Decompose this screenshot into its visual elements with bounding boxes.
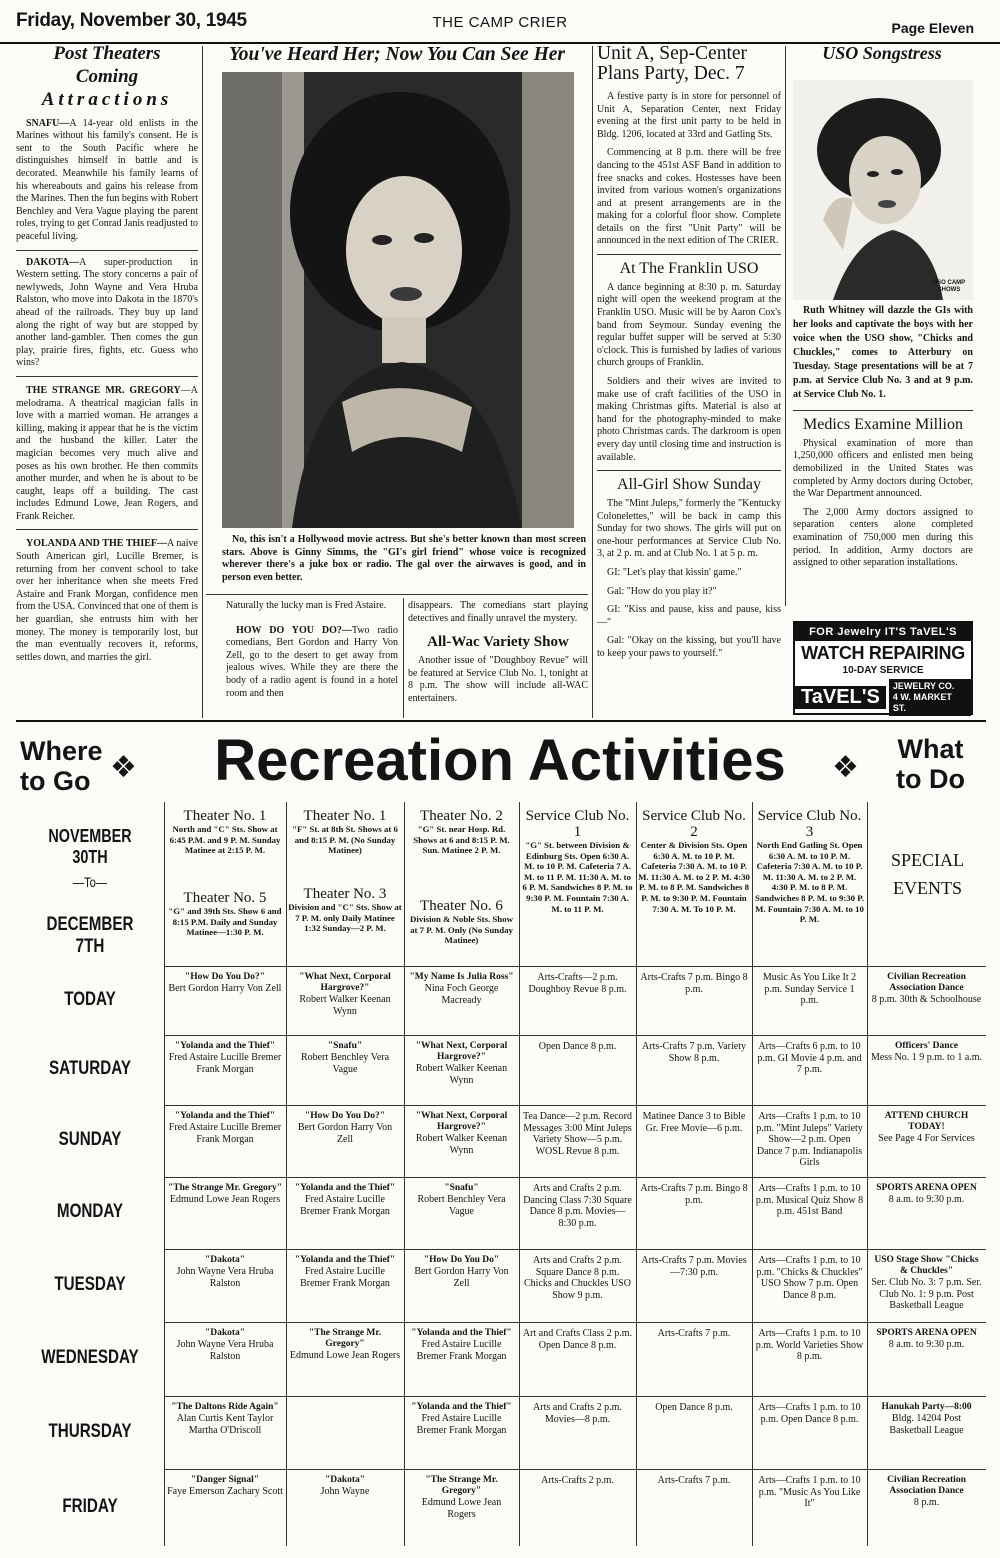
schedule-cell <box>167 972 283 1031</box>
schedule-cell <box>167 1402 283 1465</box>
day-label-wednesday: WEDNESDAY <box>41 1347 139 1368</box>
schedule-cell <box>289 972 401 1031</box>
event-details: Arts—Crafts 1 p.m. to 10 p.m. "Mint Juleps" Variety Show—2 p.m. Open Dance 7 p.m. Indianapolis Girls <box>756 1111 863 1168</box>
event-title: "How Do You Do?" <box>304 1111 386 1121</box>
day-label-tuesday: TUESDAY <box>54 1273 126 1295</box>
schedule-cell <box>755 1475 864 1542</box>
event-details: Arts-Crafts 7 p.m. Variety Show 8 p.m. <box>642 1041 746 1064</box>
ad-service: 10-DAY SERVICE <box>842 665 924 676</box>
event-title: "The Strange Mr. Gregory" <box>168 1183 282 1193</box>
event-details: Fred Astaire Lucille Bremer Frank Morgan <box>168 1052 282 1075</box>
schedule-cell <box>167 1328 283 1392</box>
event-title: "Dakota" <box>204 1328 246 1338</box>
hdyd-continued: disappears. The comedians start playing detectives and finally unravel the mystery. All-Wac Variety Show Another issue of "Doughboy Revue" will be featured at Service Club No. 1, tonight at 8 p.m. The show will include all-WAC entertainers. <box>408 600 588 704</box>
schedule-cell <box>289 1328 401 1392</box>
schedule-cell <box>289 1041 401 1101</box>
schedule-cell <box>289 1111 401 1173</box>
schedule-cell <box>522 1402 633 1465</box>
schedule-cell <box>522 1475 633 1542</box>
event-details: 8 p.m. 30th & Schoolhouse <box>871 994 982 1005</box>
event-title: "Yolanda and the Thief" <box>174 1041 276 1051</box>
event-title: "The Daltons Ride Again" <box>171 1402 279 1412</box>
schedule-cell <box>167 1041 283 1101</box>
event-details: Robert Walker Keenan Wynn <box>299 994 391 1017</box>
event-title: Civilian Recreation Association Dance <box>887 972 966 993</box>
day-label-thursday: THURSDAY <box>48 1420 132 1442</box>
schedule-cell <box>755 1328 864 1392</box>
event-details: Mess No. 1 9 p.m. to 1 a.m. <box>870 1052 983 1063</box>
column-rule <box>403 598 404 718</box>
coming-title: Coming <box>75 65 139 87</box>
day-label-monday: MONDAY <box>56 1201 124 1222</box>
event-details: 8 a.m. to 9:30 p.m. <box>888 1339 965 1350</box>
schedule-cell <box>522 1041 633 1101</box>
event-details: Bert Gordon Harry Von Zell <box>297 1122 393 1145</box>
schedule-cell <box>639 1475 749 1542</box>
event-details: Bert Gordon Harry Von Zell <box>414 1266 509 1289</box>
event-details: Robert Benchley Vera Vague <box>300 1052 390 1075</box>
event-details: Open Dance 8 p.m. <box>538 1041 617 1052</box>
ruth-whitney-photo <box>793 80 973 300</box>
recreation-schedule <box>16 802 986 1546</box>
review-dakota: DAKOTA—A super-production in Western setting. The story concerns a pair of newlyweds, John Wayne and Vera Hruba Ralston, who move into Dakota in the 1870's ahead of the railroads. They buy up land along the right of way but are stopped by another land-gambler. Then comes the gun play, prairie fires, fights, etc. Guess who wins? <box>16 256 198 369</box>
event-title: SPORTS ARENA OPEN <box>876 1328 977 1338</box>
event-details: Faye Emerson Zachary Scott <box>167 1486 283 1497</box>
event-title: USO Stage Show "Chicks & Chuckles" <box>874 1255 979 1276</box>
portrait-photo-icon <box>222 72 574 528</box>
schedule-cell <box>407 1402 516 1465</box>
event-details: Arts-Crafts 7 p.m. Bingo 8 p.m. <box>640 1183 748 1206</box>
schedule-cell <box>407 1111 516 1173</box>
event-details: Fred Astaire Lucille Bremer Frank Morgan <box>416 1339 507 1362</box>
event-details: Arts—Crafts 1 p.m. to 10 p.m. Open Dance 8 p.m. <box>758 1402 861 1425</box>
photo-credit: USO CAMP SHOWS <box>932 280 966 293</box>
venue-service-club-2: Service Club No. 2 Center & Division Sts. Open 6:30 A. M. to 10 P. M. Cafeteria 7:30 A. M. to 10 P. M. 11:30 A. M. to 2 P. M. 4:30 P. M. to 8 P. M. Sandwiches 8 P. M. to 9:30 P. M. Fountain 7:30 A. M. To 10 P. M. <box>638 808 750 914</box>
schedule-cell <box>639 1183 749 1245</box>
event-details: John Wayne Vera Hruba Ralston <box>176 1266 274 1289</box>
special-events-header: SPECIAL EVENTS <box>890 850 964 898</box>
schedule-cell <box>522 1183 633 1245</box>
event-details: Arts—Crafts 1 p.m. to 10 p.m. "Chicks & Chuckles" USO Show 7 p.m. Open Dance 8 p.m. <box>756 1255 863 1301</box>
event-details: Edmund Lowe Jean Rogers <box>289 1350 401 1361</box>
club-ornament-icon: ❖ <box>832 750 859 785</box>
ginny-simms-photo <box>222 72 574 528</box>
event-title: "Yolanda and the Thief" <box>294 1183 396 1193</box>
event-title: Officers' Dance <box>894 1041 959 1051</box>
event-details: Fred Astaire Lucille Bremer Frank Morgan <box>300 1266 390 1289</box>
event-details: Fred Astaire Lucille Bremer Frank Morgan <box>168 1122 282 1145</box>
event-title: ATTEND CHURCH TODAY! <box>884 1111 969 1132</box>
portrait-photo-icon <box>793 80 973 300</box>
venue-theater-2: Theater No. 2 "G" St. near Hosp. Rd. Shows at 6 and 8:15 P. M. Sun. Matinee 2 P. M. <box>413 808 510 856</box>
schedule-cell <box>870 1041 983 1101</box>
date-range-end: DECEMBER 7TH <box>46 914 134 957</box>
event-details: Matinee Dance 3 to Bible Gr. Free Movie—6 p.m. <box>642 1111 746 1134</box>
day-label-saturday: SATURDAY <box>49 1058 131 1079</box>
event-details: Art and Crafts Class 2 p.m. Open Dance 8 p.m. <box>522 1328 633 1351</box>
event-details: Alan Curtis Kent Taylor Martha O'Driscoll <box>176 1413 274 1436</box>
schedule-cell <box>522 972 633 1031</box>
event-title: Hanukah Party—8:00 <box>881 1402 972 1412</box>
event-details: 8 a.m. to 9:30 p.m. <box>888 1194 965 1205</box>
venue-theater-1-north: Theater No. 1 North and "C" Sts. Show at 6:45 P.M. and 9 P. M. Sunday Matinee at 2:15 P. M. <box>169 808 281 856</box>
venue-theater-5: Theater No. 5 "G" and 39th Sts. Show 6 and 8:15 P.M. Daily and Sunday Matinee—1:30 P. M. <box>168 890 282 938</box>
day-label-sunday: SUNDAY <box>58 1129 122 1150</box>
event-details: Arts-Crafts 7 p.m. Bingo 8 p.m. <box>640 972 748 995</box>
event-details: Nina Foch George Macready <box>424 983 499 1006</box>
schedule-cell <box>289 1402 401 1465</box>
event-title: "Dakota" <box>324 1475 366 1485</box>
event-details: Robert Benchley Vera Vague <box>417 1194 506 1217</box>
schedule-cell <box>870 972 983 1031</box>
event-title: "Yolanda and the Thief" <box>411 1402 512 1412</box>
schedule-cell <box>407 1475 516 1542</box>
event-details: Arts-Crafts 7 p.m. <box>657 1475 731 1486</box>
event-title: "How Do You Do" <box>423 1255 500 1265</box>
issue-date: Friday, November 30, 1945 <box>16 10 247 31</box>
schedule-cell <box>870 1402 983 1465</box>
event-title: Civilian Recreation Association Dance <box>887 1475 966 1496</box>
event-details: Tea Dance—2 p.m. Record Messages 3:00 Mint Juleps Variety Show—5 p.m. WOSL Revue 8 p.m. <box>523 1111 632 1157</box>
event-details: Bert Gordon Harry Von Zell <box>168 983 282 994</box>
schedule-cell <box>407 1255 516 1318</box>
event-details: Open Dance 8 p.m. <box>655 1402 733 1413</box>
schedule-cell <box>755 1111 864 1173</box>
attractions-title: Attractions <box>41 88 173 110</box>
schedule-cell <box>755 1183 864 1245</box>
schedule-cell <box>167 1255 283 1318</box>
date-range-start: NOVEMBER 30TH <box>48 826 132 867</box>
review-yolanda: YOLANDA AND THE THIEF—A naive South American girl, Lucille Bremer, is returning from her convent school to take over her inheritance when she meets Fred Astaire and Frank Morgan, confidence men from the USA. Convinced that one of them is her guardian, she entrusts him with her money. The money is temporarily lost, but the man eventually recovers it, reforms, settles down, and marries the girl. <box>16 538 198 663</box>
schedule-cell <box>407 1183 516 1245</box>
event-details: John Wayne <box>320 1486 370 1497</box>
hdyd-review: Naturally the lucky man is Fred Astaire. HOW DO YOU DO?—Two radio comedians, Bert Gordon and Harry Von Zell, go to the desert to get away from jealous wives. While they are there the body of a radio agent is found in a hotel room and then <box>226 600 398 699</box>
all-wac-text: Another issue of "Doughboy Revue" will be featured at Service Club No. 1, tonight at 8 p.m. The show will include all-WAC entertainers. <box>408 654 588 704</box>
ad-address: JEWELRY CO. 4 W. MARKET ST. <box>889 679 971 716</box>
paper-name: THE CAMP CRIER <box>432 14 568 31</box>
date-range-to: —To— <box>72 874 108 890</box>
schedule-cell <box>755 1255 864 1318</box>
event-details: Edmund Lowe Jean Rogers <box>421 1497 502 1520</box>
franklin-uso-title: At The Franklin USO <box>619 260 759 278</box>
where-to-go: Where to Go <box>20 736 103 796</box>
event-details: Ser. Club No. 3: 7 p.m. Ser. Club No. 1: 9 p.m. Post Basketball League <box>871 1277 982 1311</box>
schedule-cell <box>167 1475 283 1542</box>
schedule-cell <box>870 1475 983 1542</box>
event-title: "What Next, Corporal Hargrove?" <box>299 972 391 993</box>
event-details: Arts—Crafts 6 p.m. to 10 p.m. GI Movie 4 p.m. and 7 p.m. <box>757 1041 862 1075</box>
ad-tagline: FOR Jewelry IT'S TaVEL'S <box>795 623 971 641</box>
day-label-today: TODAY <box>64 988 116 1010</box>
event-details: Arts—Crafts 1 p.m. to 10 p.m. "Music As You Like It" <box>758 1475 861 1509</box>
recreation-title: Recreation Activities <box>214 728 786 793</box>
schedule-cell <box>870 1111 983 1173</box>
event-title: "What Next, Corporal Hargrove?" <box>415 1041 508 1062</box>
event-details: Music As You Like It 2 p.m. Sunday Service 1 p.m. <box>762 972 857 1006</box>
event-title: "Yolanda and the Thief" <box>294 1255 396 1265</box>
schedule-cell <box>522 1328 633 1392</box>
schedule-cell <box>407 972 516 1031</box>
schedule-cell <box>522 1255 633 1318</box>
column-rule <box>202 46 203 718</box>
section-rule <box>206 594 588 595</box>
uso-text: Ruth Whitney will dazzle the GIs with her looks and captivate the boys with her voice when the USO show, "Chicks and Chuckles," comes to Atterbury on Tuesday. Stage presentations will be at 7 p.m. at Service Club No. 3 and at 9 p.m. at Service Club No. 1. Medics Examine Million Physical examination of more than 1,250,000 officers and enlisted men being demobilized in the United States was completed by Army doctors during October, the War Department announced. The 2,000 Army doctors assigned to separation centers alone completed examination of 750,000 men during this period. In addition, Army doctors are assigned to other separation installations. <box>793 305 973 569</box>
post-theaters-column <box>16 44 198 720</box>
schedule-cell <box>289 1255 401 1318</box>
event-details: Bldg. 14204 Post Basketball League <box>889 1413 964 1436</box>
event-details: Arts-Crafts 7 p.m. <box>657 1328 731 1339</box>
page-number: Page Eleven <box>891 20 974 36</box>
event-title: SPORTS ARENA OPEN <box>876 1183 977 1193</box>
all-wac-title: All-Wac Variety Show <box>427 634 569 651</box>
schedule-cell <box>639 1328 749 1392</box>
event-title: "The Strange Mr. Gregory" <box>425 1475 498 1496</box>
schedule-cell <box>870 1328 983 1392</box>
event-details: 8 p.m. <box>913 1497 940 1508</box>
schedule-cell <box>755 972 864 1031</box>
event-title: "Danger Signal" <box>190 1475 260 1485</box>
schedule-cell <box>870 1183 983 1245</box>
schedule-cell <box>639 1041 749 1101</box>
photo-story-title: You've Heard Her; Now You Can See Her <box>228 44 565 65</box>
venue-theater-3: Theater No. 3 Division and "C" Sts. Show at 7 P. M. only Daily Matinee 1:32 Sunday—2 P. M. <box>288 886 402 934</box>
review-snafu: SNAFU—A 14-year old enlists in the Marines without his family's consent. He is sent to the South Pacific where he distinguishes himself in battle and is decorated. Meanwhile his family learns of his whereabouts and gains his release from the Marines. Then the fun begins with Robert Benchley and Vera Vague playing the parent roles, trying to get Conrad Janis readjusted to peaceful living. <box>16 117 198 243</box>
event-details: Arts-Crafts 2 p.m. <box>541 1475 614 1486</box>
schedule-cell <box>639 1402 749 1465</box>
section-rule <box>16 720 986 722</box>
event-details: Arts-Crafts 7 p.m. Movies—7:30 p.m. <box>641 1255 747 1278</box>
event-details: Robert Walker Keenan Wynn <box>415 1133 508 1156</box>
club-ornament-icon: ❖ <box>110 750 137 785</box>
unit-a-column: Unit A, Sep-Center Plans Party, Dec. 7 A festive party is in store for personnel of Unit A, Separation Center, next Friday evening at the first unit party to be held in Bldg. 1206, located at 33rd and Gatling Sts. Commencing at 8 p.m. there will be free dancing to the 451st ASF Band in addition to free snacks and cokes. Hostesses have been invited from various women's organizations and at present arrangements are in the making for a colorful floor show. Complete details on the first "Unit Party" will be announced in the next edition of The CRIER. At The Franklin USO A dance beginning at 8:30 p. m. Saturday night will open the weekend program at the Franklin USO. Music will be by Aaron Cox's band from Seymour. Sunday evening the regular buffet supper will be served at 5:30 o'clock. This is furnished by ladies of various church groups of Franklin. Soldiers and their wives are invited to make use of craft facilities of the USO in making Christmas gifts. Material is also at hand for the photography-minded to make photo Christmas cards. The darkroom is open every day until closing time and instruction is available. All-Girl Show Sunday The "Mint Juleps," formerly the "Kentucky Colonelettes," will be back in camp this Sunday for two shows. The girls will put on one-hour performances at Service Club No. 3, at 2 p. m. and at Club No. 1 at 5 p. m. GI: "Let's play that kissin' game." Gal: "How do you play it?" GI: "Kiss and pause, kiss and pause, kiss—" Gal: "Okay on the kissing, but you'll have to keep your paws to yourself." <box>597 44 781 659</box>
unit-a-title: Unit A, Sep-Center Plans Party, Dec. 7 <box>597 44 748 85</box>
venue-theater-6: Theater No. 6 Division & Noble Sts. Show at 7 P. M. Only (No Sunday Matinee) <box>410 898 513 946</box>
column-rule <box>592 46 593 718</box>
all-girl-show-title: All-Girl Show Sunday <box>617 476 761 494</box>
event-details: Arts and Crafts 2 p.m. Movies—8 p.m. <box>533 1402 622 1425</box>
photo-caption: No, this isn't a Hollywood movie actress. But she's better known than most screen stars. Above is Ginny Simms, the "GI's girl friend" whose voice is recognized wherever there's a juke box or radio. The gal over the airwaves is good, and in person even better. <box>222 534 586 583</box>
schedule-cell <box>522 1111 633 1173</box>
event-title: "Yolanda and the Thief" <box>411 1328 512 1338</box>
event-details: Arts—Crafts 1 p.m. to 10 p.m. World Varieties Show 8 p.m. <box>755 1328 864 1362</box>
schedule-cell <box>639 972 749 1031</box>
event-title: "Snafu" <box>327 1041 363 1051</box>
tavels-advertisement <box>793 621 973 715</box>
post-theaters-title: Post Theaters <box>53 44 161 64</box>
event-title: "My Name Is Julia Ross" <box>409 972 514 982</box>
schedule-cell <box>289 1475 401 1542</box>
review-strange-mr-gregory: THE STRANGE MR. GREGORY—A melodrama. A theatrical magician falls in love with a married woman. He arranges a killing, making it appear that he is the victim and the husband the killer. Later the magician becomes very much alive and poses as his own brother. He then commits another murder, and when he is about to be caught, leaps off a building. The cast includes Edmund Lowe, Jean Rogers, and Frank Reicher. <box>16 384 198 522</box>
event-title: "Snafu" <box>444 1183 479 1193</box>
event-details: See Page 4 For Services <box>878 1133 975 1144</box>
event-details: Fred Astaire Lucille Bremer Frank Morgan <box>300 1194 390 1217</box>
schedule-cell <box>407 1041 516 1101</box>
schedule-cell <box>870 1255 983 1318</box>
event-details: Arts and Crafts 2 p.m. Dancing Class 7:30 Square Dance 8 p.m. Movies—8:30 p.m. <box>523 1183 632 1229</box>
venue-service-club-3: Service Club No. 3 North End Gatling St. Open 6:30 A. M. to 10 P. M. Cafeteria 7:30 A. M. to 10 P. M. 11:30 A. M. to 2 P. M. 4:30 P. M. to 8 P. M. Sandwiches 8 P. M. to 9:30 P. M. Fountain 7:30 A. M. to 10 P. M. <box>754 808 865 925</box>
schedule-cell <box>167 1111 283 1173</box>
schedule-cell <box>289 1183 401 1245</box>
day-label-friday: FRIDAY <box>62 1495 118 1517</box>
tavels-logo: TaVEL'S <box>795 686 886 709</box>
schedule-cell <box>755 1402 864 1465</box>
event-title: "Dakota" <box>204 1255 246 1265</box>
event-title: "What Next, Corporal Hargrove?" <box>415 1111 508 1132</box>
event-details: Arts—Crafts 1 p.m. to 10 p.m. Musical Quiz Show 8 p.m. 451st Band <box>755 1183 864 1217</box>
masthead <box>0 0 1000 44</box>
event-title: "Yolanda and the Thief" <box>174 1111 276 1121</box>
schedule-cell <box>755 1041 864 1101</box>
venue-theater-1-f: Theater No. 1 "F" St. at 8th St. Shows at 6 and 8:15 P. M. (No Sunday Matinee) <box>292 808 398 856</box>
ad-headline: WATCH REPAIRING <box>801 643 965 663</box>
event-details: Robert Walker Keenan Wynn <box>415 1063 508 1086</box>
event-title: "How Do You Do?" <box>184 972 266 982</box>
schedule-cell <box>639 1255 749 1318</box>
venue-service-club-1: Service Club No. 1 "G" St. between Division & Edinburg Sts. Open 6:30 A. M. to 10 P. M. Cafeteria 7 A. M. to 11 P. M. 11:30 A. M. to 6 P. M. Sandwiches 8 P. M. to 9:30 P. M. Fountain 7:30 A. M. to 11 P. M. <box>522 808 633 914</box>
event-details: John Wayne Vera Hruba Ralston <box>176 1339 274 1362</box>
event-title: "The Strange Mr. Gregory" <box>308 1328 382 1349</box>
column-rule <box>785 46 786 606</box>
schedule-cell <box>639 1111 749 1173</box>
event-details: Arts and Crafts 2 p.m. Square Dance 8 p.m. Chicks and Chuckles USO Show 9 p.m. <box>524 1255 631 1301</box>
event-details: Fred Astaire Lucille Bremer Frank Morgan <box>416 1413 507 1436</box>
event-details: Edmund Lowe Jean Rogers <box>169 1194 281 1205</box>
what-to-do: What to Do <box>896 734 965 794</box>
uso-songstress-title: USO Songstress <box>822 44 942 63</box>
schedule-cell <box>167 1183 283 1245</box>
event-details: Arts-Crafts—2 p.m. Doughboy Revue 8 p.m. <box>528 972 627 995</box>
schedule-cell <box>407 1328 516 1392</box>
medics-title: Medics Examine Million <box>803 416 963 433</box>
